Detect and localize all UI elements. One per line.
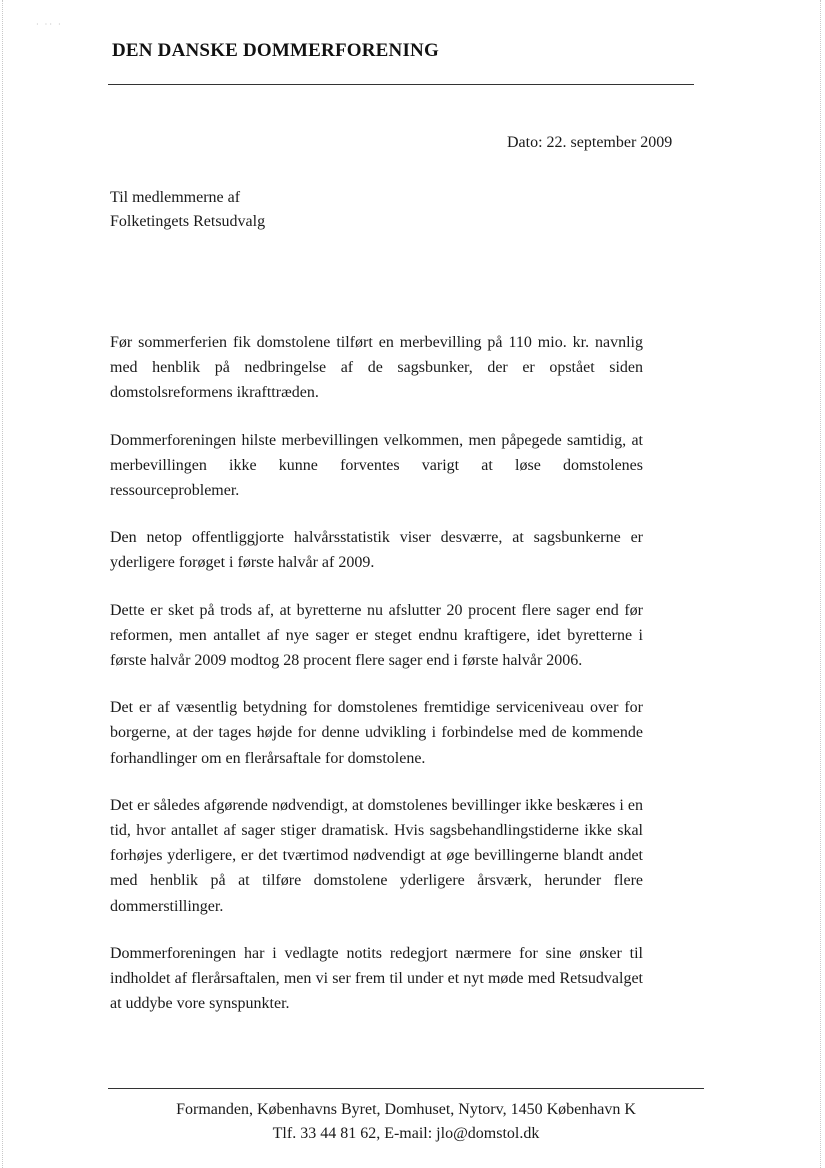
- letterhead-title: DEN DANSKE DOMMERFORENING: [112, 40, 439, 61]
- body-paragraph: Dommerforeningen hilste merbevillingen velkommen, men påpegede samtidig, at merbevillingen ikke kunne forventes varigt at løse domstolenes ressourceproblemer.: [110, 431, 643, 500]
- footer-address: Formanden, Københavns Byret, Domhuset, Nytorv, 1450 København K: [176, 1101, 636, 1118]
- footer-block: [108, 1098, 704, 1146]
- body-paragraph: Det er således afgørende nødvendigt, at domstolenes bevillinger ikke beskæres i en tid, hvor antallet af sager stiger dramatisk. Hvis sagsbehandlingstiderne ikke skal forhøjes yderligere, er det tværtimod nødvendigt at øge bevillingerne blandt andet med henblik på at tilføre domstolene yderligere årsværk, herunder flere dommerstillinger.: [110, 796, 643, 915]
- recipient-line: Folketingets Retsudvalg: [110, 213, 266, 230]
- footer-contact: Tlf. 33 44 81 62, E-mail: jlo@domstol.dk: [272, 1125, 540, 1142]
- recipient-block: [110, 186, 265, 234]
- scan-speck: · ·· ·: [36, 20, 63, 29]
- letter-body: [110, 330, 643, 1016]
- body-paragraph: Før sommerferien fik domstolene tilført en merbevilling på 110 mio. kr. navnlig med henblik på nedbringelse af de sagsbunker, der er opstået siden domstolsreformens ikrafttræden.: [110, 334, 643, 402]
- body-paragraph: Det er af væsentlig betydning for domstolenes fremtidige serviceniveau over for borgerne, at der tages højde for denne udvikling i forbindelse med de kommende forhandlinger om en flerårsaftale for domstolene.: [110, 699, 643, 767]
- scan-edge-left: [2, 0, 4, 1168]
- scan-edge-right: [820, 0, 822, 1168]
- letter-date: Dato: 22. september 2009: [507, 134, 673, 151]
- letterhead-divider: [108, 84, 694, 85]
- recipient-line: Til medlemmerne af: [110, 189, 241, 206]
- body-paragraph: Dette er sket på trods af, at byretterne nu afslutter 20 procent flere sager end før reformen, men antallet af nye sager er steget endnu kraftigere, idet byretterne i første halvår 2009 modtog 28 procent flere sager end i første halvår 2006.: [110, 601, 643, 670]
- body-paragraph: Dommerforeningen har i vedlagte notits redegjort nærmere for sine ønsker til indholdet af flerårsaftalen, men vi ser frem til under et nyt møde med Retsudvalget at uddybe vore synspunkter.: [110, 944, 643, 1013]
- footer-divider: [108, 1088, 704, 1089]
- body-paragraph: Den netop offentliggjorte halvårsstatistik viser desværre, at sagsbunkerne er yderligere forøget i første halvår af 2009.: [110, 529, 643, 572]
